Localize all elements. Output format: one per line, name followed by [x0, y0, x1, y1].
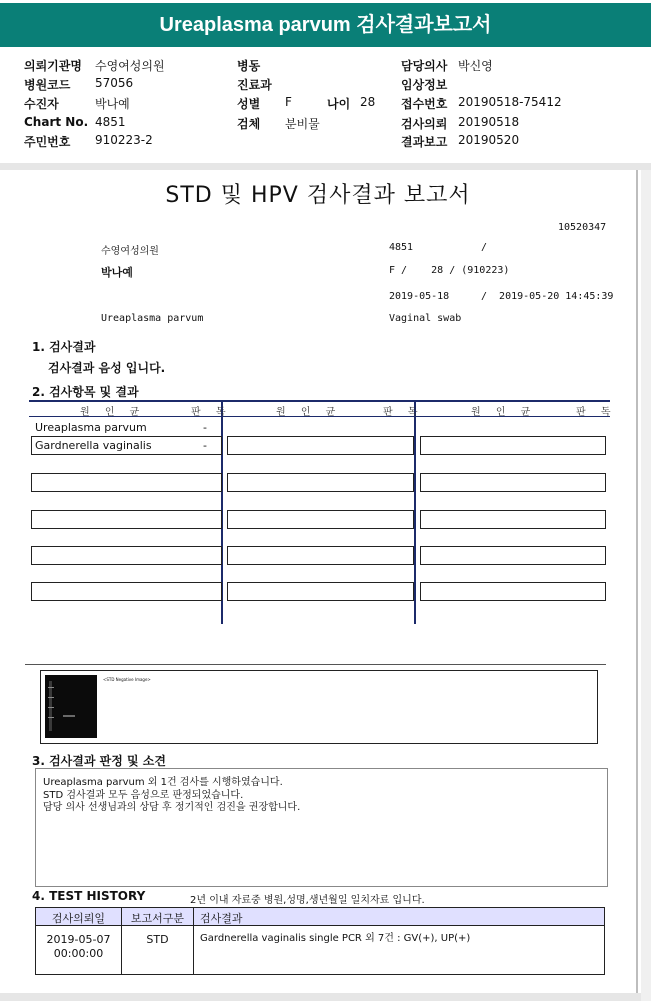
request-date-value: 20190518 [458, 115, 520, 129]
history-date: 2019-05-07 [46, 933, 111, 946]
item-result: - [203, 421, 207, 434]
patient-label: 수진자 [24, 97, 59, 111]
document-title: STD 및 HPV 검사결과 보고서 [165, 183, 471, 208]
grid-top-rule [29, 400, 610, 402]
age-label: 나이 [327, 97, 351, 111]
doctor-value: 박신영 [458, 59, 493, 73]
section2-title: 2. 검사항목 및 결과 [32, 385, 139, 399]
history-header-type: 보고서구분 [130, 912, 185, 925]
report-date-label: 결과보고 [401, 135, 448, 149]
receipt-no-value: 20190518-75412 [458, 95, 562, 109]
gel-image-label: <STD Negative Image> [103, 677, 151, 682]
section1-result: 검사결과 음성 입니다. [48, 361, 166, 375]
item-name: Ureaplasma parvum [35, 421, 147, 434]
bottom-separator [0, 993, 641, 1001]
report-title: Ureaplasma parvum 검사결과보고서 [159, 14, 492, 36]
empty-result-row [420, 510, 606, 529]
empty-result-row [31, 582, 222, 601]
history-type: STD [146, 933, 169, 946]
gel-image-frame [40, 670, 598, 744]
doc-chart-no: 4851 [389, 242, 414, 253]
doc-test-name: Ureaplasma parvum [101, 313, 204, 324]
result-row [31, 436, 222, 455]
history-result: Gardnerella vaginalis single PCR 외 7건 : GV(+), UP(+) [200, 933, 471, 944]
gel-electrophoresis-image [45, 675, 97, 738]
empty-result-row [227, 510, 414, 529]
col1-pathogen-header: 원 인 균 [80, 407, 146, 418]
history-note: 2년 이내 자료중 병원,성명,생년월일 일치자료 입니다. [190, 895, 425, 906]
item-result: - [203, 439, 207, 452]
opinion-line: 담당 의사 선생님과의 상담 후 정기적인 검진을 권장합니다. [43, 802, 301, 813]
col3-pathogen-header: 원 인 균 [471, 407, 537, 418]
opinion-line: STD 검사결과 모두 음성으로 판정되었습니다. [43, 790, 244, 801]
result-row [31, 420, 220, 436]
department-label: 진료과 [237, 78, 272, 92]
empty-result-row [31, 473, 222, 492]
sex-value: F [285, 95, 292, 109]
empty-result-row [227, 546, 414, 565]
empty-result-row [31, 546, 222, 565]
receipt-no-label: 접수번호 [401, 97, 448, 111]
empty-result-row [31, 510, 222, 529]
chart-no-label: Chart No. [24, 115, 89, 129]
opinion-box [35, 768, 608, 887]
empty-result-row [420, 436, 606, 455]
item-name: Gardnerella vaginalis [35, 439, 152, 452]
section1-title: 1. 검사결과 [32, 340, 96, 354]
grid-divider-2 [414, 402, 416, 624]
col2-judge-header: 판 독 [383, 407, 424, 418]
hospital-label: 의뢰기관명 [24, 59, 82, 73]
empty-result-row [227, 473, 414, 492]
empty-result-row [227, 436, 414, 455]
empty-result-row [420, 473, 606, 492]
specimen-label: 검체 [237, 117, 261, 131]
doc-specimen: Vaginal swab [389, 313, 462, 324]
col1-judge-header: 판 독 [191, 407, 232, 418]
header-separator [0, 163, 651, 170]
doc-request-date: 2019-05-18 [389, 291, 450, 302]
history-col-divider [193, 908, 194, 974]
empty-result-row [227, 582, 414, 601]
section4-title: 4. TEST HISTORY [32, 889, 146, 903]
vertical-scrollbar[interactable] [641, 170, 651, 1001]
gel-divider [25, 664, 606, 665]
history-time: 00:00:00 [53, 947, 104, 960]
specimen-value: 분비물 [285, 117, 320, 131]
rrn-value: 910223-2 [95, 133, 153, 147]
document-id: 10520347 [558, 222, 607, 233]
history-table [35, 907, 605, 975]
col3-judge-header: 판 독 [576, 407, 617, 418]
doc-slash: / [481, 242, 488, 253]
report-title-bar [0, 3, 651, 47]
report-page [0, 170, 638, 993]
ward-label: 병동 [237, 59, 261, 73]
empty-result-row [420, 546, 606, 565]
doc-hospital: 수영여성의원 [101, 246, 159, 257]
doc-sex-age: F / 28 / (910223) [389, 265, 510, 276]
request-date-label: 검사의뢰 [401, 117, 448, 131]
patient-value: 박나예 [95, 97, 130, 111]
hospital-value: 수영여성의원 [95, 59, 165, 73]
chart-no-value: 4851 [95, 115, 126, 129]
doctor-label: 담당의사 [401, 59, 448, 73]
sex-label: 성별 [237, 97, 261, 111]
doc-report-datetime: / 2019-05-20 14:45:39 [481, 291, 614, 302]
hospital-code-value: 57056 [95, 76, 134, 90]
section3-title: 3. 검사결과 판정 및 소견 [32, 754, 166, 768]
history-header-date: 검사의뢰일 [51, 912, 106, 925]
age-value: 28 [360, 95, 376, 109]
clinical-info-label: 임상정보 [401, 78, 448, 92]
report-date-value: 20190520 [458, 133, 520, 147]
rrn-label: 주민번호 [24, 135, 71, 149]
hospital-code-label: 병원코드 [24, 78, 71, 92]
history-header-result: 검사결과 [200, 912, 243, 925]
doc-patient: 박나예 [101, 266, 133, 279]
empty-result-row [420, 582, 606, 601]
opinion-line: Ureaplasma parvum 외 1건 검사를 시행하였습니다. [43, 777, 283, 788]
col2-pathogen-header: 원 인 균 [276, 407, 342, 418]
